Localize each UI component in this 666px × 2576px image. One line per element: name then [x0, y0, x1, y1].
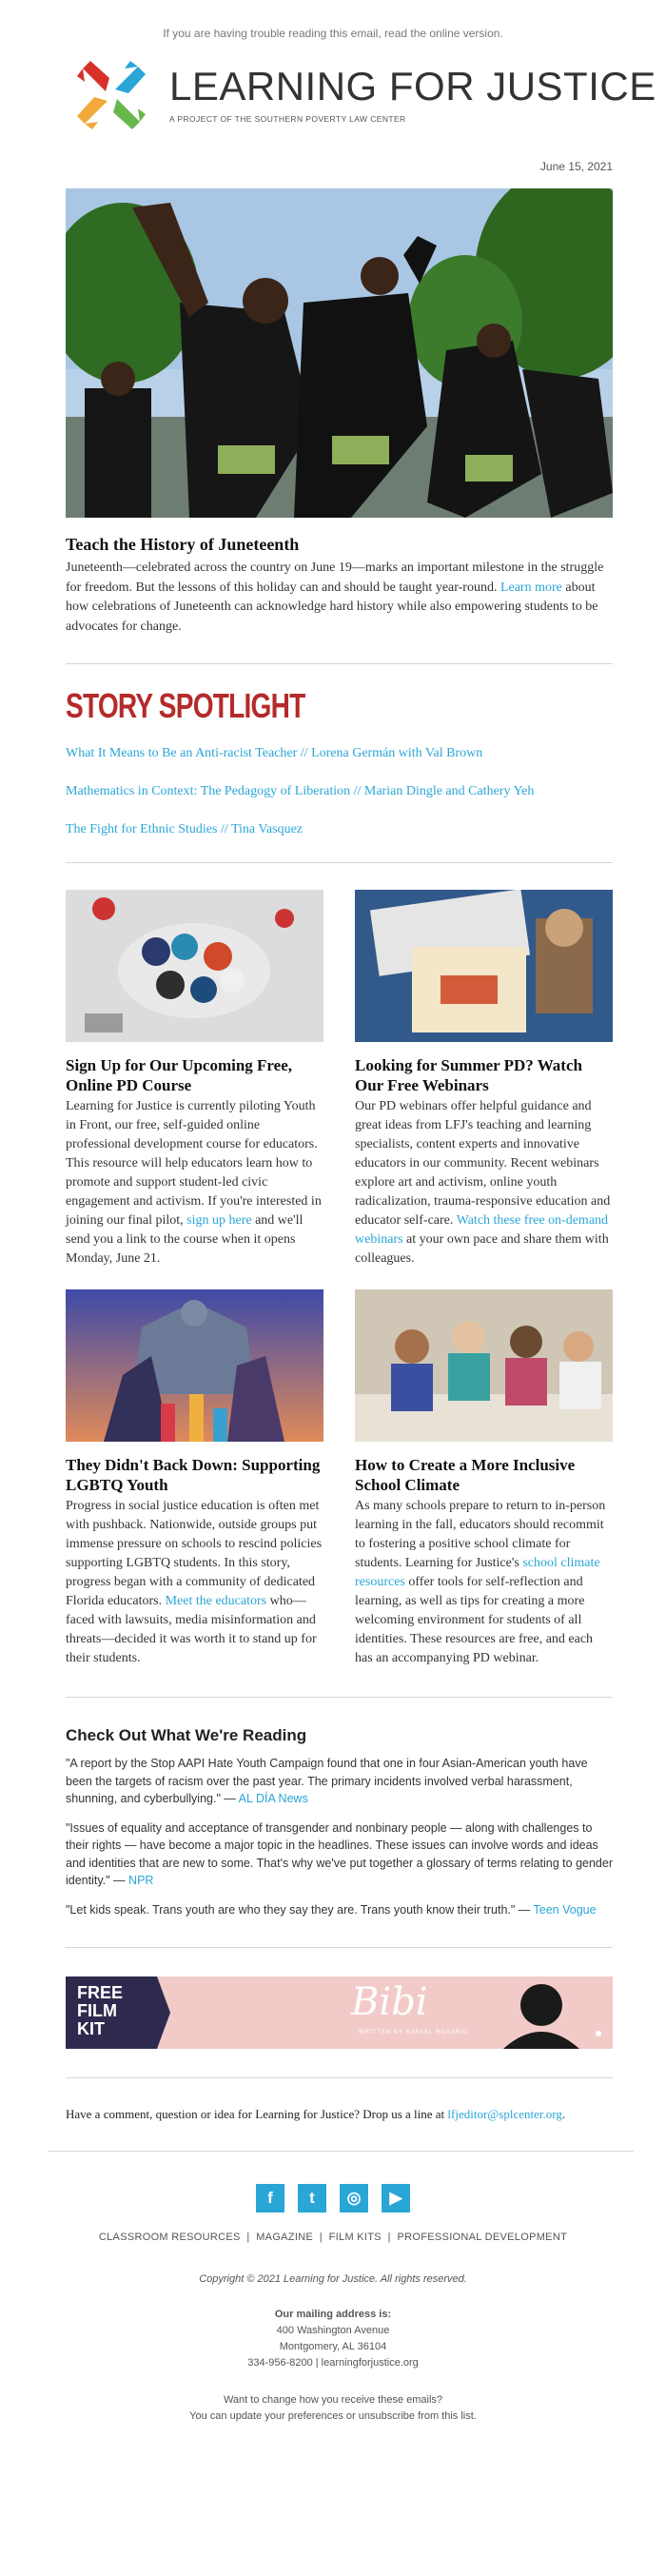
address-line-1: 400 Washington Avenue: [276, 2325, 390, 2336]
preferences-question: Want to change how you receive these emails?: [223, 2394, 443, 2406]
brand-header[interactable]: [69, 48, 666, 143]
quote-text: "A report by the Stop AAPI Hate Youth Campaign found that one in four Asian-American youth have been the targets of racism over the past year. The primary incidents involved verbal harassment, shunning, and cyberbullying." —: [66, 1757, 588, 1805]
preferences: [0, 2392, 666, 2425]
feedback-end: .: [561, 2107, 566, 2121]
feature-learn-more-link[interactable]: Learn more: [500, 580, 562, 595]
contact-line: 334-956-8200 | learningforjustice.org: [247, 2357, 419, 2369]
card-title-pd-course[interactable]: Sign Up for Our Upcoming Free, Online PD Course: [66, 1056, 293, 1094]
spotlight-link-3[interactable]: The Fight for Ethnic Studies // Tina Vasquez: [66, 822, 304, 836]
logo-hand-red: [77, 61, 109, 91]
reading-quote-2: [66, 1819, 613, 1890]
card-lgbtq: [66, 1289, 323, 1668]
prefs-text: You can: [189, 2410, 230, 2422]
separator: |: [243, 2232, 257, 2243]
film-title: Bibi: [351, 1980, 428, 2024]
card-pd-course: [66, 890, 323, 1268]
card-text: and we'll send you a link to the course when it opens Monday, June 21.: [66, 1213, 304, 1266]
issue-date: June 15, 2021: [539, 160, 613, 173]
logo-hands-icon: [69, 52, 154, 138]
twitter-icon[interactable]: t: [298, 2184, 326, 2212]
logo-hand-orange: [77, 97, 108, 129]
divider: [66, 663, 613, 664]
card-body-webinars: [355, 1097, 613, 1268]
card-webinars: [355, 890, 613, 1268]
feature-title[interactable]: Teach the History of Juneteenth: [66, 535, 300, 554]
card-text: As many schools prepare to return to in-person learning in the fall, educators should recommit to fostering a positive school climate for students. Learning for Justice's: [355, 1499, 606, 1570]
reading-quote-1: [66, 1755, 613, 1808]
reading-section: [66, 1726, 613, 1918]
hero-photo: [66, 188, 613, 518]
photo-students-circle: [66, 890, 323, 1042]
reading-quote-3: [66, 1901, 613, 1919]
reading-title: Check Out What We're Reading: [66, 1726, 307, 1744]
spotlight-title: STORY SPOTLIGHT: [66, 686, 305, 725]
footer-nav: [0, 2232, 666, 2243]
hero-image-juneteenth[interactable]: [66, 188, 613, 518]
address-line-2: Montgomery, AL 36104: [279, 2341, 387, 2352]
divider: [48, 2151, 634, 2152]
film-kit-label-line2: FILM: [77, 2001, 117, 2020]
social-links: [0, 2184, 666, 2212]
feedback-email-link[interactable]: lfjeditor@splcenter.org: [447, 2107, 562, 2121]
separator: |: [384, 2232, 398, 2243]
photo-classroom-group: [355, 1289, 613, 1442]
quote-source-link[interactable]: AL DÍA News: [238, 1792, 308, 1805]
prefs-text: .: [473, 2410, 477, 2422]
illustration-supporting-youth: [66, 1289, 323, 1442]
film-kit-banner[interactable]: [66, 1976, 613, 2049]
instagram-icon[interactable]: ◎: [340, 2184, 368, 2212]
separator: |: [316, 2232, 329, 2243]
card-title-school-climate[interactable]: How to Create a More Inclusive School Climate: [355, 1456, 576, 1494]
logo-hand-green: [113, 99, 146, 129]
film-kit-label-line1: FREE: [77, 1983, 124, 2002]
card-image-pd-course[interactable]: [66, 890, 323, 1042]
meet-educators-link[interactable]: Meet the educators: [165, 1594, 267, 1608]
card-title-lgbtq[interactable]: They Didn't Back Down: Supporting LGBTQ Youth: [66, 1456, 321, 1494]
logo-hand-blue: [115, 61, 146, 93]
film-kit-silhouette: [484, 1976, 613, 2049]
divider: [66, 862, 613, 863]
copyright: Copyright © 2021 Learning for Justice. All rights reserved.: [199, 2273, 467, 2285]
cards-row-1: [66, 890, 613, 1268]
prefs-text: or: [343, 2410, 359, 2422]
film-kit-label-line3: KIT: [77, 2019, 105, 2038]
footer-nav-professional-development[interactable]: PROFESSIONAL DEVELOPMENT: [397, 2232, 568, 2243]
card-text: Learning for Justice is currently piloting Youth in Front, our free, self-guided online professional development course for educators. This resource will help educators learn how to promote and support student-led civic engagement and activism. If you're interested in joining our final pilot,: [66, 1099, 322, 1228]
card-image-lgbtq[interactable]: [66, 1289, 323, 1442]
preheader[interactable]: [0, 0, 666, 48]
address-label: Our mailing address is:: [274, 2309, 392, 2320]
divider: [66, 2077, 613, 2078]
card-image-webinars[interactable]: [355, 890, 613, 1042]
card-title-webinars[interactable]: Looking for Summer PD? Watch Our Free Webinars: [355, 1056, 582, 1094]
film-credit: WRITTEN BY RAFAEL ROSARIO: [359, 2030, 469, 2035]
film-kit-label: [77, 1984, 123, 2038]
preferences-line: [0, 2409, 666, 2425]
feature-body-after: about how celebrations of Juneteenth can acknowledge hard history while also empowering students to be advocates for change.: [66, 580, 598, 634]
photo-laptop-notes: [355, 890, 613, 1042]
cards-row-2: [66, 1289, 613, 1668]
card-text: offer tools for self-reflection and learning, as well as tips for creating a more welcoming environment for students of all identities. These resources are free, and each has an accompanying PD webinar.: [355, 1575, 594, 1665]
card-text: who—faced with lawsuits, media misinformation and threats—decided it was worth it to stand up for their students.: [66, 1594, 317, 1665]
brand-subtitle: A PROJECT OF THE SOUTHERN POVERTY LAW CENTER: [169, 114, 406, 124]
quote-source-link[interactable]: NPR: [128, 1874, 154, 1887]
feature-article: [66, 535, 613, 637]
mailing-address: [0, 2307, 666, 2371]
feature-body: [66, 559, 613, 637]
update-preferences-link[interactable]: update your preferences: [229, 2410, 343, 2422]
feedback-text: Have a comment, question or idea for Learning for Justice? Drop us a line at: [66, 2107, 448, 2121]
footer-nav-film-kits[interactable]: FILM KITS: [328, 2232, 382, 2243]
unsubscribe-link[interactable]: unsubscribe from this list: [358, 2410, 474, 2422]
divider: [66, 1947, 613, 1948]
watch-webinars-link[interactable]: Watch these free on-demand webinars: [355, 1213, 609, 1247]
quote-text: "Let kids speak. Trans youth are who they say they are. Trans youth know their truth." —: [66, 1902, 534, 1917]
spotlight-link-2[interactable]: Mathematics in Context: The Pedagogy of Liberation // Marian Dingle and Cathery Yeh: [66, 784, 535, 798]
feature-body-before: Juneteenth—celebrated across the country on June 19—marks an important milestone in the struggle for freedom. But the lessons of this holiday can and should be taught year-round.: [66, 560, 604, 595]
climate-resources-link[interactable]: school climate resources: [355, 1556, 600, 1589]
card-school-climate: [355, 1289, 613, 1668]
feedback-line: [66, 2107, 613, 2122]
card-body-pd-course: [66, 1097, 323, 1268]
spotlight-link-1[interactable]: What It Means to Be an Anti-racist Teacher // Lorena Germán with Val Brown: [66, 746, 483, 760]
brand-title: LEARNING FOR JUSTICE: [169, 64, 656, 108]
film-kit-arrow-icon: [149, 1976, 172, 2049]
facebook-icon[interactable]: f: [256, 2184, 284, 2212]
card-text: at your own pace and share them with colleagues.: [355, 1232, 609, 1266]
card-image-school-climate[interactable]: [355, 1289, 613, 1442]
card-body-lgbtq: [66, 1497, 323, 1668]
footer-nav-classroom-resources[interactable]: CLASSROOM RESOURCES: [98, 2232, 241, 2243]
story-spotlight: [66, 686, 613, 837]
card-text: Our PD webinars offer helpful guidance and great ideas from LFJ's teaching and learning specialists, content experts and innovative educators in our community. Recent webinars explore art and activism, online youth radicalization, trauma-responsive education and educator self-care.: [355, 1099, 611, 1228]
quote-text: "Issues of equality and acceptance of transgender and nonbinary people — along with challenges to their rights — have become a major topic in the headlines. These issues can involve words and ideas and identities that are new to some. That's why we've put together a glossary of terms relating to gender identity." —: [66, 1820, 613, 1887]
quote-source-link[interactable]: Teen Vogue: [533, 1902, 597, 1917]
footer-nav-magazine[interactable]: MAGAZINE: [256, 2232, 314, 2243]
card-body-school-climate: [355, 1497, 613, 1668]
brand-text: [169, 64, 656, 124]
youtube-icon[interactable]: ▶: [382, 2184, 410, 2212]
divider: [66, 1697, 613, 1698]
preheader-text[interactable]: If you are having trouble reading this email, read the online version.: [163, 27, 503, 40]
card-text: Progress in social justice education is often met with pushback. Nationwide, outside groups put immense pressure on schools to rescind policies supporting LGBTQ students. In this story, progress began with a community of dedicated Florida educators.: [66, 1499, 323, 1608]
sign-up-link[interactable]: sign up here: [186, 1213, 252, 1228]
